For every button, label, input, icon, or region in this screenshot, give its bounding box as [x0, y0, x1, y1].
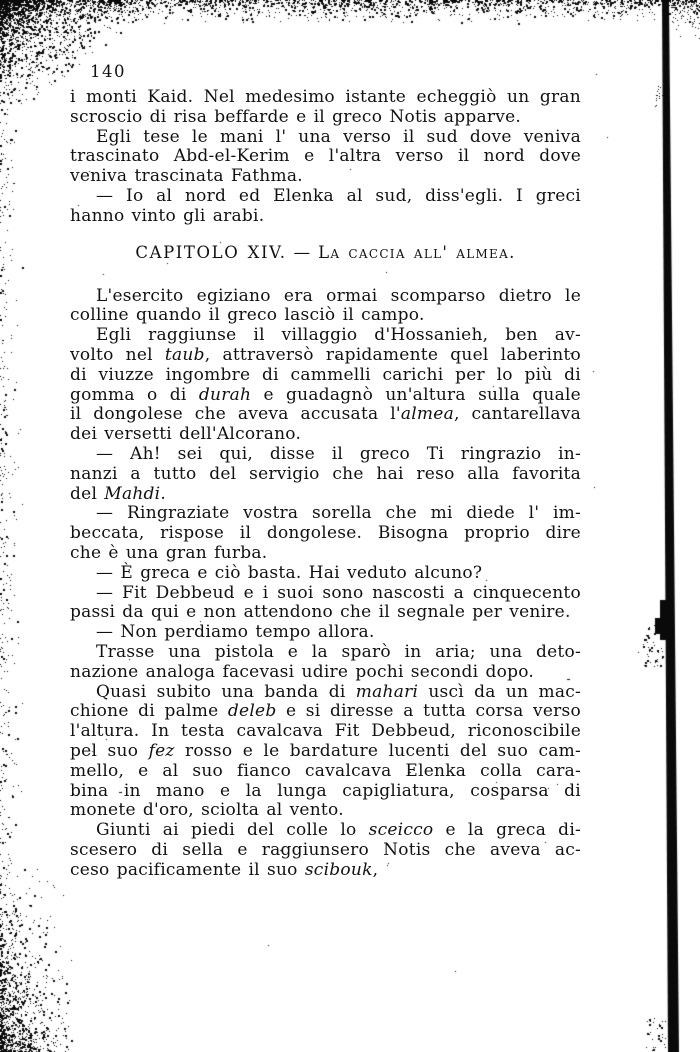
text-line: [70, 88, 581, 108]
italic-term: fez: [148, 740, 175, 761]
text-run: chione di palme: [70, 701, 228, 722]
text-run: pel suo: [70, 740, 149, 761]
text-run: — È greca e ciò basta. Hai veduto alcuno?: [96, 562, 483, 583]
text-run: hanno vinto gli arabi.: [70, 205, 265, 226]
text-line: [70, 821, 581, 841]
text-line: [70, 425, 581, 445]
text-run: Egli raggiunse il villaggio d'Hossanieh, ben av-: [96, 325, 581, 346]
text-line: [70, 643, 581, 663]
text-line: [70, 504, 581, 524]
text-run: , cantarellava: [454, 404, 581, 425]
paragraph: [70, 821, 581, 880]
text-run: i monti Kaid. Nel medesimo istante echeggiò un gran: [70, 87, 581, 107]
text-line: [70, 861, 581, 881]
paragraph: [70, 683, 581, 822]
text-run: — Io al nord ed Elenka al sud, diss'egli. I greci: [96, 185, 581, 206]
italic-term: sceicco: [368, 820, 434, 841]
text-line: [70, 465, 581, 485]
text-run: — Ringraziate vostra sorella che mi diede l' im-: [96, 503, 581, 524]
text-line: [70, 108, 581, 128]
text-line: [70, 187, 581, 207]
text-line: [70, 801, 581, 821]
paragraph: [70, 187, 581, 227]
paragraph: [70, 287, 581, 327]
text-run: Egli tese le mani l' una verso il sud dove veniva: [96, 126, 581, 147]
italic-term: taub: [164, 344, 205, 365]
text-line: [70, 544, 581, 564]
text-line: [70, 722, 581, 742]
text-run: — Fit Debbeud e i suoi sono nascosti a cinquecento: [96, 582, 581, 603]
text-run: veniva trascinata Fathma.: [70, 166, 303, 187]
paragraph: [70, 584, 581, 624]
italic-term: deleb: [227, 701, 277, 722]
heading-separator: —: [293, 242, 312, 262]
paragraph: [70, 326, 581, 445]
text-run: nazione analoga facevasi udire pochi secondi dopo.: [70, 661, 535, 682]
text-run: trascinato Abd-el-Kerim e l'altra verso il nord dove: [70, 146, 581, 167]
chapter-heading: [70, 242, 581, 264]
text-line: [70, 584, 581, 604]
text-line: [70, 742, 581, 762]
text-run: il dongolese che aveva accusata l': [70, 404, 401, 425]
text-block: [70, 88, 581, 880]
italic-term: almea: [400, 404, 454, 425]
text-run: volto nel: [70, 344, 165, 365]
paragraph: [70, 88, 581, 128]
text-line: [70, 306, 581, 326]
text-run: e guadagnò un'altura sulla quale: [251, 384, 581, 405]
text-run: uscì da un mac-: [418, 681, 581, 702]
paragraph: [70, 564, 581, 584]
italic-term: mahari: [355, 681, 419, 702]
text-line: [70, 167, 581, 187]
text-line: [70, 445, 581, 465]
text-line: [70, 405, 581, 425]
text-run: beccata, rispose il dongolese. Bisogna proprio dire: [70, 523, 581, 544]
text-line: [70, 603, 581, 623]
text-run: — Non perdiamo tempo allora.: [96, 622, 375, 643]
italic-term: scibouk: [304, 859, 373, 880]
page-number: 140: [90, 62, 126, 81]
text-line: [70, 782, 581, 802]
text-before-heading: [70, 88, 581, 227]
text-run: di viuzze ingombre di cammelli carichi per lo più di: [70, 364, 581, 385]
text-run: e la greca di-: [433, 820, 581, 841]
text-line: [70, 128, 581, 148]
text-run: rosso e le bardature lucenti del suo cam-: [174, 740, 581, 761]
italic-term: Mahdi: [104, 483, 161, 504]
text-run: e si diresse a tutta corsa verso: [276, 701, 581, 722]
text-run: L'esercito egiziano era ormai scomparso dietro le: [96, 285, 581, 306]
text-run: , attraversò rapidamente quel laberinto: [204, 344, 581, 365]
text-line: [70, 147, 581, 167]
text-run: nanzi a tutto del servigio che hai reso alla favorita: [70, 463, 581, 484]
text-line: [70, 287, 581, 307]
paragraph: [70, 504, 581, 563]
text-run: Giunti ai piedi del colle lo: [96, 820, 369, 841]
text-run: .: [160, 483, 167, 504]
text-line: [70, 366, 581, 386]
text-run: passi da qui e non attendono che il segnale per venire.: [70, 602, 571, 623]
text-run: dei versetti dell'Alcorano.: [70, 424, 302, 445]
chapter-title: La caccia all' almea.: [318, 242, 516, 262]
text-run: monete d'oro, sciolta al vento.: [70, 800, 344, 821]
text-run: scroscio di risa beffarde e il greco Notis apparve.: [70, 106, 522, 127]
paragraph: [70, 445, 581, 504]
text-line: [70, 524, 581, 544]
text-line: [70, 564, 581, 584]
chapter-number-label: CAPITOLO XIV.: [135, 242, 287, 262]
text-line: [70, 207, 581, 227]
text-line: [70, 683, 581, 703]
text-after-heading: [70, 287, 581, 881]
text-run: Trasse una pistola e la sparò in aria; una deto-: [96, 641, 581, 662]
text-line: [70, 663, 581, 683]
text-run: scesero di sella e raggiunsero Notis che aveva ac-: [70, 839, 581, 860]
text-line: [70, 485, 581, 505]
text-line: [70, 841, 581, 861]
text-run: Quasi subito una banda di: [96, 681, 356, 702]
text-line: [70, 623, 581, 643]
text-run: mello, e al suo fianco cavalcava Elenka colla cara-: [70, 760, 581, 781]
paragraph: [70, 643, 581, 683]
text-line: [70, 762, 581, 782]
text-run: ,: [372, 859, 379, 880]
text-run: bina in mano e la lunga capigliatura, cosparsa di: [70, 780, 581, 801]
text-line: [70, 326, 581, 346]
text-run: ceso pacificamente il suo: [70, 859, 305, 880]
text-run: l'altura. In testa cavalcava Fit Debbeud, riconoscibile: [70, 721, 581, 742]
text-run: colline quando il greco lasciò il campo.: [70, 305, 425, 326]
text-run: gomma o di: [70, 384, 199, 405]
text-run: del: [70, 483, 105, 504]
text-line: [70, 702, 581, 722]
paragraph: [70, 128, 581, 187]
text-run: — Ah! sei qui, disse il greco Ti ringrazio in-: [96, 443, 581, 464]
text-run: che è una gran furba.: [70, 542, 268, 563]
text-line: [70, 346, 581, 366]
text-line: [70, 386, 581, 406]
paragraph: [70, 623, 581, 643]
italic-term: durah: [198, 384, 252, 405]
